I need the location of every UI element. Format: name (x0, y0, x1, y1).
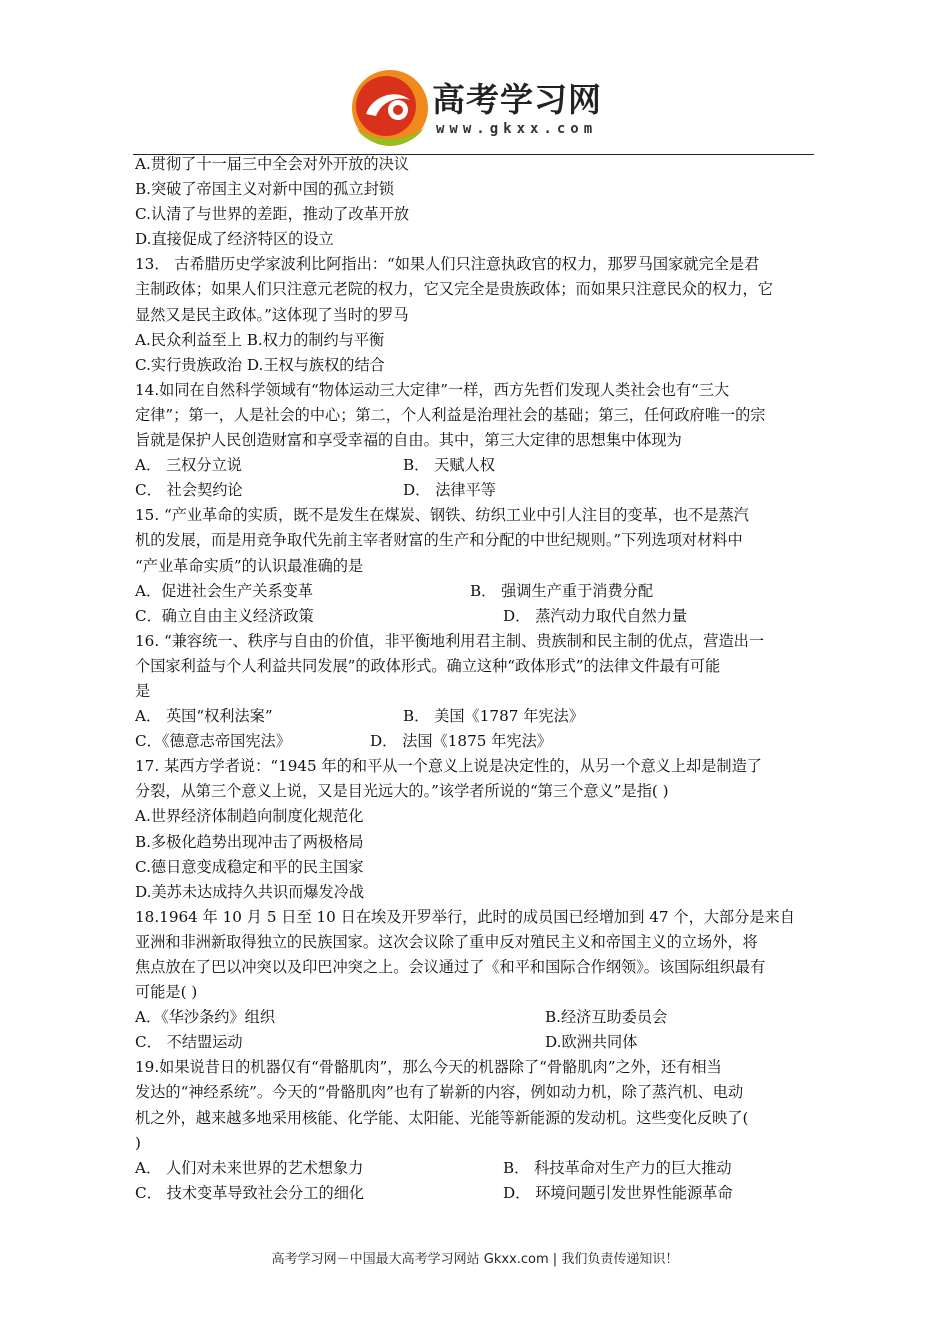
q19-option-c: C． 技术变革导致社会分工的细化 (135, 1183, 365, 1202)
q16-option-a: A． 英国“权利法案” (135, 707, 273, 726)
q18-options-row (135, 1005, 815, 1030)
q19-stem-line: 19.如果说昔日的机器仅有“骨骼肌肉”，那么今天的机器除了“骨骼肌肉”之外，还有相当 (135, 1058, 722, 1077)
q19-option-b: B． 科技革命对生产力的巨大推动 (503, 1158, 732, 1177)
q16-stem-line: 个国家利益与个人利益共同发展”的政体形式。确立这种“政体形式”的法律文件最有可能 (135, 656, 721, 675)
logo-url: www.gkxx.com (436, 121, 598, 137)
gkxx-logo-icon (348, 66, 430, 150)
q16-option-b: B． 美国《1787 年宪法》 (403, 707, 584, 726)
q13-stem-line: 显然又是民主政体。”这体现了当时的罗马 (135, 305, 409, 324)
q18-stem-line: 可能是( ) (135, 983, 198, 1002)
q16-options-row (135, 704, 815, 729)
q14-option-b: B． 天赋人权 (403, 456, 495, 475)
q12-option-a: A.贯彻了十一届三中全会对外开放的决议 (135, 155, 409, 173)
q18-option-d: D.欧洲共同体 (545, 1033, 638, 1052)
q18-option-a: A．《华沙条约》组织 (135, 1008, 276, 1027)
q13-stem-line: 13． 古希腊历史学家波利比阿指出：“如果人们只注意执政官的权力，那罗马国家就完全是君 (135, 255, 760, 274)
q19-stem-line: ) (135, 1133, 141, 1152)
q15-stem-line: 机的发展，而是用竞争取代先前主宰者财富的生产和分配的中世纪规则。”下列选项对材料中 (135, 531, 743, 550)
q14-stem-line: 定律”；第一，人是社会的中心；第二，个人利益是治理社会的基础；第三，任何政府唯一的宗 (135, 405, 766, 424)
q17-stem-line: 分裂，从第三个意义上说，又是目光远大的。”该学者所说的“第三个意义”是指( ) (135, 782, 669, 801)
q15-option-c: C．确立自由主义经济政策 (135, 606, 314, 625)
q12-option-b: B.突破了帝国主义对新中国的孤立封锁 (135, 180, 394, 199)
q15-options-row (135, 604, 815, 629)
q12-option-c: C.认清了与世界的差距，推动了改革开放 (135, 205, 410, 224)
q15-option-b: B． 强调生产重于消费分配 (470, 581, 654, 600)
q16-option-d: D． 法国《1875 年宪法》 (370, 732, 552, 751)
q15-stem-line: 15. “产业革命的实质，既不是发生在煤炭、钢铁、纺织工业中引人注目的变革，也不是蒸汽 (135, 506, 749, 525)
q14-option-d: D． 法律平等 (403, 481, 496, 500)
q12-option-d: D.直接促成了经济特区的设立 (135, 230, 334, 249)
q16-stem-line: 16. “兼容统一、秩序与自由的价值，非平衡地利用君主制、贵族制和民主制的优点，营造出一 (135, 631, 765, 650)
page-footer: 高考学习网－中国最大高考学习网站 Gkxx.com | 我们负责传递知识！ (271, 1252, 679, 1267)
q17-option-c: C.德日意变成稳定和平的民主国家 (135, 857, 364, 876)
site-logo (348, 66, 618, 150)
q17-stem-line: 17. 某西方学者说：“1945 年的和平从一个意义上说是决定性的，从另一个意义上却是制造了 (135, 757, 762, 776)
q15-option-a: A．促进社会生产关系变革 (135, 581, 314, 600)
q13-options-cd: C.实行贵族政治 D.王权与族权的结合 (135, 355, 385, 374)
q17-option-b: B.多极化趋势出现冲击了两极格局 (135, 832, 364, 851)
q19-option-d: D． 环境问题引发世界性能源革命 (503, 1183, 733, 1202)
q18-option-b: B.经济互助委员会 (545, 1008, 668, 1027)
logo-name: 高考学习网 (432, 80, 602, 119)
q16-stem-line: 是 (135, 681, 151, 700)
q14-options-row (135, 478, 815, 503)
q17-option-a: A.世界经济体制趋向制度化规范化 (135, 807, 364, 826)
q18-option-c: C． 不结盟运动 (135, 1033, 243, 1052)
q15-stem-line: “产业革命实质”的认识最准确的是 (135, 556, 364, 575)
q19-stem-line: 机之外，越来越多地采用核能、化学能、太阳能、光能等新能源的发动机。这些变化反映了( (135, 1108, 749, 1127)
q15-option-d: D． 蒸汽动力取代自然力量 (503, 606, 688, 625)
q14-stem-line: 14.如同在自然科学领域有“物体运动三大定律”一样，西方先哲们发现人类社会也有“三大 (135, 380, 730, 399)
q18-stem-line: 18.1964 年 10 月 5 日至 10 日在埃及开罗举行，此时的成员国已经增加到 47 个，大部分是来自 (135, 907, 795, 926)
q14-stem-line: 旨就是保护人民创造财富和享受幸福的自由。其中，第三大定律的思想集中体现为 (135, 431, 682, 450)
q18-options-row (135, 1030, 815, 1055)
q17-option-d: D.美苏未达成持久共识而爆发冷战 (135, 882, 365, 901)
q15-options-row (135, 579, 815, 604)
q16-options-row (135, 729, 815, 754)
q14-option-c: C． 社会契约论 (135, 481, 243, 500)
question-list (135, 152, 815, 1206)
q19-option-a: A． 人们对未来世界的艺术想象力 (135, 1158, 364, 1177)
q19-options-row (135, 1181, 815, 1206)
q13-options-ab: A.民众利益至上 B.权力的制约与平衡 (135, 330, 385, 349)
q18-stem-line: 焦点放在了巴以冲突以及印巴冲突之上。会议通过了《和平和国际合作纲领》。该国际组织最有 (135, 958, 766, 976)
q16-option-c: C．《德意志帝国宪法》 (135, 732, 291, 751)
q14-option-a: A． 三权分立说 (135, 456, 242, 475)
q13-stem-line: 主制政体；如果人们只注意元老院的权力，它又完全是贵族政体；而如果只注意民众的权力，它 (135, 280, 773, 299)
q19-options-row (135, 1156, 815, 1181)
q14-options-row (135, 453, 815, 478)
q18-stem-line: 亚洲和非洲新取得独立的民族国家。这次会议除了重申反对殖民主义和帝国主义的立场外，将 (135, 932, 758, 951)
q19-stem-line: 发达的“神经系统”。今天的“骨骼肌肉”也有了崭新的内容，例如动力机，除了蒸汽机、电动 (135, 1083, 744, 1102)
